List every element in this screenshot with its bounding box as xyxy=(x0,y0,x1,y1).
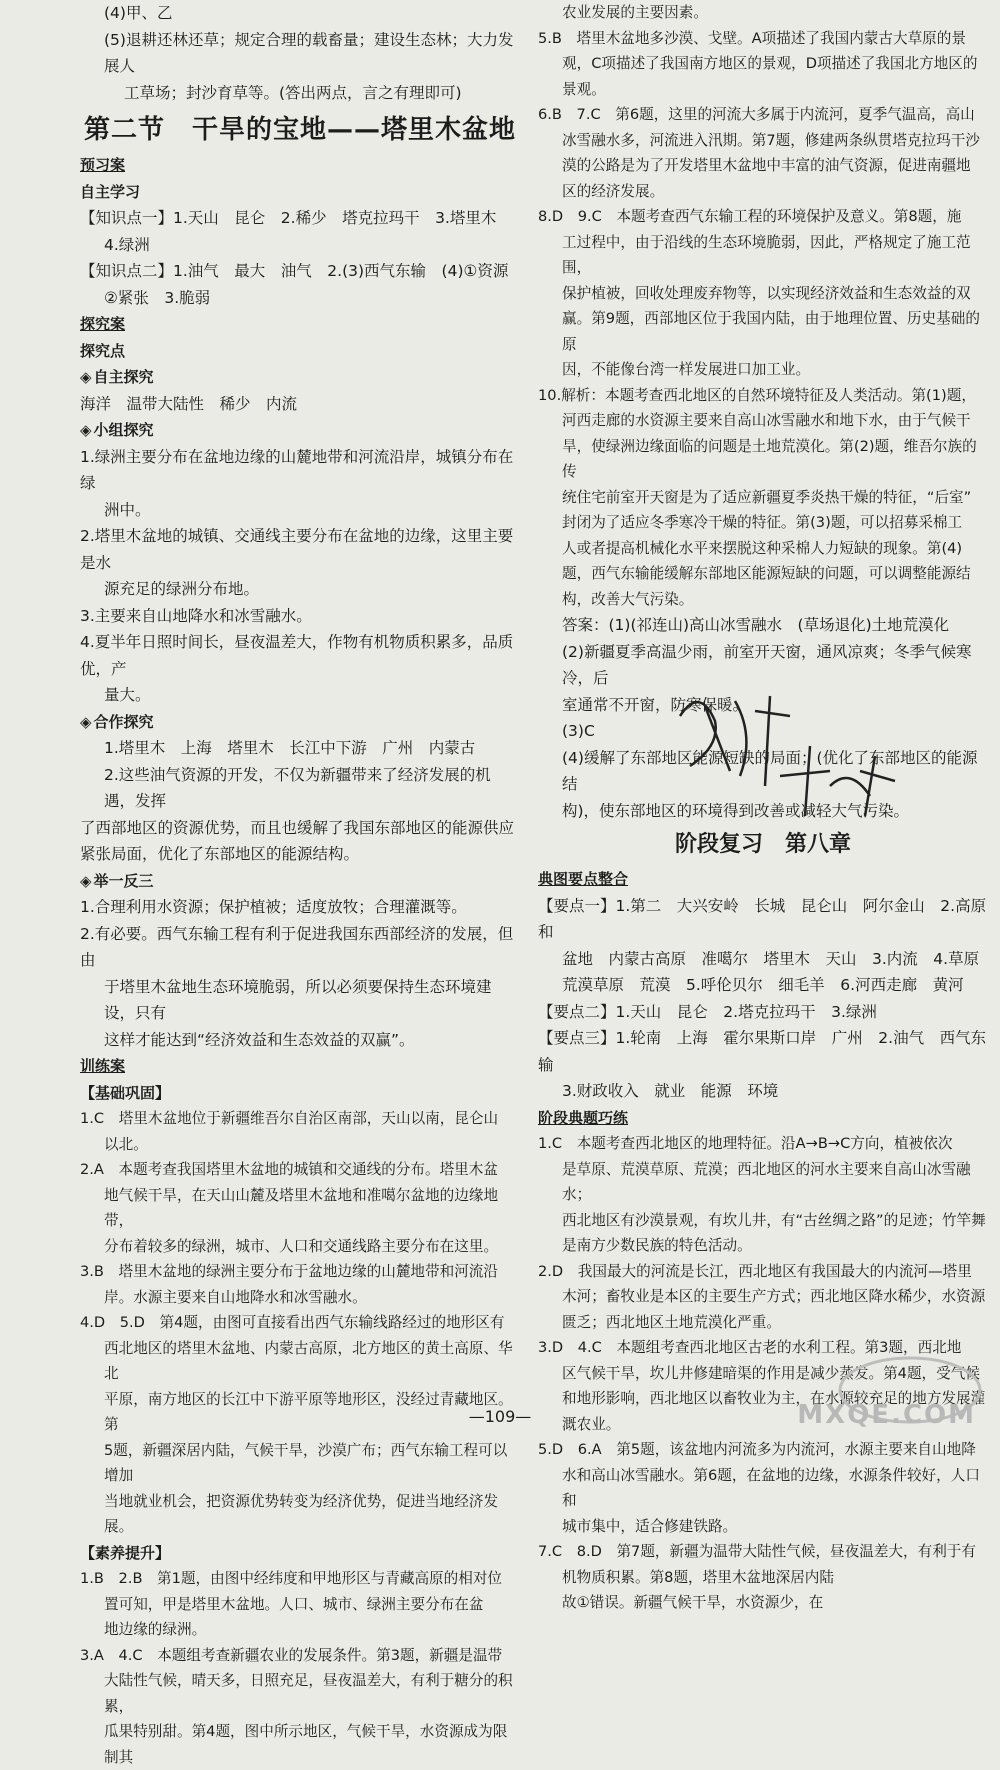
right-line: 6.B 7.C 第6题，这里的河流大多属于内流河，夏季气温高，高山 xyxy=(538,106,975,123)
key-point-line: 【要点三】1.轮南 上海 霍尔果斯口岸 广州 2.油气 西气东输 xyxy=(538,1029,987,1074)
answer-line: (4)缓解了东部地区能源短缺的局面；(优化了东部地区的能源结 xyxy=(562,748,978,793)
right-line: 冰雪融水多，河流进入汛期。第7题，修建两条纵贯塔克拉玛干沙 xyxy=(562,131,980,149)
practice-line: 区气候干旱，坎儿井修建暗渠的作用是减少蒸发。第4题，受气候 xyxy=(562,1364,980,1382)
practice-line: 匮乏；西北地区土地荒漠化严重。 xyxy=(562,1313,781,1331)
key-point-line: 荒漠草原 荒漠 5.呼伦贝尔 细毛羊 6.河西走廊 黄河 xyxy=(562,976,964,994)
improve-line: 置可知，甲是塔里木盆地。人口、城市、绿洲主要分布在盆 xyxy=(104,1595,484,1613)
group-explore-line: 3.主要来自山地降水和冰雪融水。 xyxy=(80,606,312,625)
preview-label: 预习案 xyxy=(80,156,126,174)
practice-line: 是草原、荒漠草原、荒漠；西北地区的河水主要来自高山冰雪融水； xyxy=(562,1160,971,1203)
right-line: 人或者提高机械化水平来摆脱这种采棉人力短缺的现象。第(4) xyxy=(562,539,963,557)
coop-explore-line: 了西部地区的资源优势，而且也缓解了我国东部地区的能源供应 xyxy=(80,818,515,837)
key-point-line: 【要点二】1.天山 昆仑 2.塔克拉玛干 3.绿洲 xyxy=(538,1002,877,1021)
group-explore-line: 2.塔里木盆地的城镇、交通线主要分布在盆地的边缘，这里主要是水 xyxy=(80,527,514,572)
section-title: 第二节 干旱的宝地——塔里木盆地 xyxy=(83,115,516,145)
analogy-line: 1.合理利用水资源；保护植被；适度放牧；合理灌溉等。 xyxy=(80,898,467,916)
left-column xyxy=(80,0,520,1770)
group-explore-label: ◈ 小组探究 xyxy=(80,417,520,444)
right-line: 因，不能像台湾一样发展进口加工业。 xyxy=(562,361,811,378)
basic-line: 以北。 xyxy=(104,1135,148,1153)
practice-line: 机物质积累。第8题，塔里木盆地深居内陆 xyxy=(562,1568,834,1586)
practice-line: 西北地区有沙漠景观，有坎儿井，有“古丝绸之路”的足迹；竹竿舞 xyxy=(562,1211,986,1229)
basic-line: 1.C 塔里木盆地位于新疆维吾尔自治区南部，天山以南，昆仑山 xyxy=(80,1110,499,1127)
improve-line: 地边缘的绿洲。 xyxy=(104,1621,207,1638)
basic-line: 当地就业机会，把资源优势转变为经济优势，促进当地经济发展。 xyxy=(104,1492,499,1535)
right-line: 5.B 塔里木盆地多沙漠、戈壁。A项描述了我国内蒙古大草原的景 xyxy=(538,29,966,47)
practice-line: 2.D 我国最大的河流是长江，西北地区有我国最大的内流河—塔里 xyxy=(538,1262,972,1280)
improve-line: 3.A 4.C 本题组考查新疆农业的发展条件。第3题，新疆是温带 xyxy=(80,1646,503,1664)
right-line: 旱，使绿洲边缘面临的问题是土地荒漠化。第(2)题，维吾尔族的传 xyxy=(562,437,977,480)
practice-line: 水和高山冰雪融水。第6题，在盆地的边缘，水源条件较好，人口和 xyxy=(562,1466,980,1509)
practice-line: 5.D 6.A 第5题，该盆地内河流多为内流河，水源主要来自山地降 xyxy=(538,1441,976,1458)
key-point-line: 3.财政收入 就业 能源 环境 xyxy=(562,1082,779,1100)
coop-explore-line: 紧张局面，优化了东部地区的能源结构。 xyxy=(80,845,360,863)
basic-line: 地气候干旱，在天山山麓及塔里木盆地和准噶尔盆地的边缘地带， xyxy=(104,1186,499,1229)
intro-line: 工草场；封沙育草等。(答出两点，言之有理即可) xyxy=(124,83,462,102)
knowledge-point-line: ②紧张 3.脆弱 xyxy=(104,288,211,307)
right-line: 题，西气东输能缓解东部地区能源短缺的问题，可以调整能源结 xyxy=(562,565,971,582)
right-line: 工过程中，由于沿线的生态环境脆弱，因此，严格规定了施工范围， xyxy=(562,233,971,276)
explore-point-label: 探究点 xyxy=(80,341,126,360)
basic-line: 西北地区的塔里木盆地、内蒙古高原，北方地区的黄土高原、华北 xyxy=(104,1339,513,1382)
page-number: —109— xyxy=(468,1407,532,1426)
right-line: 赢。第9题，西部地区位于我国内陆，由于地理位置、历史基础的原 xyxy=(562,310,980,353)
practice-label: 阶段典题巧练 xyxy=(538,1108,629,1127)
watermark-logo xyxy=(797,1350,990,1440)
self-explore-answer: 海洋 温带大陆性 稀少 内流 xyxy=(80,394,298,413)
group-explore-line: 4.夏半年日照时间长，昼夜温差大，作物有机物质积累多，品质优，产 xyxy=(80,633,514,678)
practice-line: 溉农业。 xyxy=(562,1415,621,1433)
right-line: 农业发展的主要因素。 xyxy=(562,4,708,21)
analogy-line: 于塔里木盆地生态环境脆弱，所以必须要保持生态环境建设，只有 xyxy=(104,977,492,1022)
basic-line: 4.D 5.D 第4题，由图可直接看出西气东输线路经过的地形区有 xyxy=(80,1314,505,1331)
self-explore-label: ◈ 自主探究 xyxy=(80,364,520,391)
improve-label: 【素养提升】 xyxy=(80,1543,171,1562)
analogy-line: 2.有必要。西气东输工程有利于促进我国东西部经济的发展，但由 xyxy=(80,924,514,969)
right-line: 构，改善大气污染。 xyxy=(562,590,694,608)
right-line: 8.D 9.C 本题考查西气东输工程的环境保护及意义。第8题，施 xyxy=(538,208,962,225)
key-point-line: 【要点一】1.第二 大兴安岭 长城 昆仑山 阿尔金山 2.高原和 xyxy=(538,896,987,941)
watermark-text: MXQE.COM xyxy=(797,1400,976,1430)
practice-line: 木河；畜牧业是本区的主要生产方式；西北地区降水稀少，水资源 xyxy=(562,1288,986,1305)
right-line: 漠的公路是为了开发塔里木盆地中丰富的油气资源，促进南疆地 xyxy=(562,157,971,174)
analogy-label: ◈ 举一反三 xyxy=(80,868,520,895)
explore-label: 探究案 xyxy=(80,315,126,333)
training-label: 训练案 xyxy=(80,1057,126,1075)
practice-line: 是南方少数民族的特色活动。 xyxy=(562,1237,752,1254)
answer-line: (2)新疆夏季高温少雨，前室开天窗，通风凉爽；冬季气候寒冷，后 xyxy=(562,642,972,687)
answer-line: 室通常不开窗，防寒保暖。 xyxy=(562,695,749,714)
improve-line: 大陆性气候，晴天多，日照充足，昼夜温差大，有利于糖分的积累， xyxy=(104,1672,513,1715)
knowledge-point-line: 4.绿洲 xyxy=(104,235,150,254)
map-integration-label: 典图要点整合 xyxy=(538,870,629,888)
right-line: 观，C项描述了我国南方地区的景观，D项描述了我国北方地区的 xyxy=(562,55,978,72)
right-line: 河西走廊的水资源主要来自高山冰雪融水和地下水，由于气候干 xyxy=(562,412,971,429)
knowledge-point-line: 【知识点二】1.油气 最大 油气 2.(3)西气东输 (4)①资源 xyxy=(80,262,509,280)
right-line: 保护植被，回收处理废弃物等，以实现经济效益和生态效益的双 xyxy=(562,284,971,302)
practice-line: 1.C 本题考查西北地区的地理特征。沿A→B→C方向，植被依次 xyxy=(538,1135,953,1152)
right-line: 景观。 xyxy=(562,80,606,98)
answer-line: 构)，使东部地区的环境得到改善或减轻大气污染。 xyxy=(562,801,910,820)
right-line: 10.解析：本题考查西北地区的自然环境特征及人类活动。第(1)题， xyxy=(538,386,976,404)
group-explore-line: 量大。 xyxy=(104,686,151,704)
self-study-label: 自主学习 xyxy=(80,182,141,201)
practice-line: 3.D 4.C 本题组考查西北地区古老的水利工程。第3题，西北地 xyxy=(538,1339,962,1356)
coop-explore-label: ◈ 合作探究 xyxy=(80,709,520,736)
group-explore-line: 1.绿洲主要分布在盆地边缘的山麓地带和河流沿岸，城镇分布在绿 xyxy=(80,447,514,492)
basic-line: 岸。水源主要来自山地降水和冰雪融水。 xyxy=(104,1288,367,1306)
improve-line: 瓜果特别甜。第4题，图中所示地区，气候干旱，水资源成为限制其 xyxy=(104,1723,508,1766)
group-explore-line: 洲中。 xyxy=(104,500,151,519)
answer-line: 答案：(1)(祁连山)高山冰雪融水 (草场退化)土地荒漠化 xyxy=(562,616,950,634)
right-line: 封闭为了适应冬季寒冷干燥的特征。第(3)题，可以招募采棉工 xyxy=(562,514,963,531)
right-line: 统住宅前室开天窗是为了适应新疆夏季炎热干燥的特征，“后室” xyxy=(562,488,972,506)
basic-line: 平原，南方地区的长江中下游平原等地形区，没经过青藏地区。第 xyxy=(104,1390,513,1433)
basic-label: 【基础巩固】 xyxy=(80,1083,171,1102)
basic-line: 5题，新疆深居内陆，气候干旱，沙漠广布；西气东输工程可以增加 xyxy=(104,1441,508,1484)
basic-line: 3.B 塔里木盆地的绿洲主要分布于盆地边缘的山麓地带和河流沿 xyxy=(80,1263,498,1280)
practice-line: 故①错误。新疆气候干旱，水资源少，在 xyxy=(562,1594,824,1611)
basic-line: 分布着较多的绿洲，城市、人口和交通线路主要分布在这里。 xyxy=(104,1237,499,1255)
coop-explore-line: 2.这些油气资源的开发，不仅为新疆带来了经济发展的机遇，发挥 xyxy=(104,765,491,810)
practice-line: 和地形影响，西北地区以畜牧业为主，在水源较充足的地方发展灌 xyxy=(562,1390,986,1407)
intro-line: (4)甲、乙 xyxy=(104,4,173,22)
coop-explore-line: 1.塔里木 上海 塔里木 长江中下游 广州 内蒙古 xyxy=(104,739,476,757)
right-line: 区的经济发展。 xyxy=(562,182,665,200)
improve-line: 1.B 2.B 第1题，由图中经纬度和甲地形区与青藏高原的相对位 xyxy=(80,1570,503,1587)
basic-line: 2.A 本题考查我国塔里木盆地的城镇和交通线的分布。塔里木盆 xyxy=(80,1161,498,1178)
key-point-line: 盆地 内蒙古高原 准噶尔 塔里木 天山 3.内流 4.草原 xyxy=(562,949,980,968)
intro-line: (5)退耕还林还草；规定合理的载畜量；建设生态林；大力发展人 xyxy=(104,30,514,75)
knowledge-point-line: 【知识点一】1.天山 昆仑 2.稀少 塔克拉玛干 3.塔里木 xyxy=(80,209,497,227)
stage-review-title: 阶段复习 第八章 xyxy=(674,832,851,857)
analogy-line: 这样才能达到“经济效益和生态效益的双赢”。 xyxy=(104,1030,415,1049)
answer-line: (3)C xyxy=(562,722,595,740)
practice-line: 7.C 8.D 第7题，新疆为温带大陆性气候，昼夜温差大，有利于有 xyxy=(538,1543,977,1560)
group-explore-line: 源充足的绿洲分布地。 xyxy=(104,580,260,598)
practice-line: 城市集中，适合修建铁路。 xyxy=(562,1517,738,1535)
